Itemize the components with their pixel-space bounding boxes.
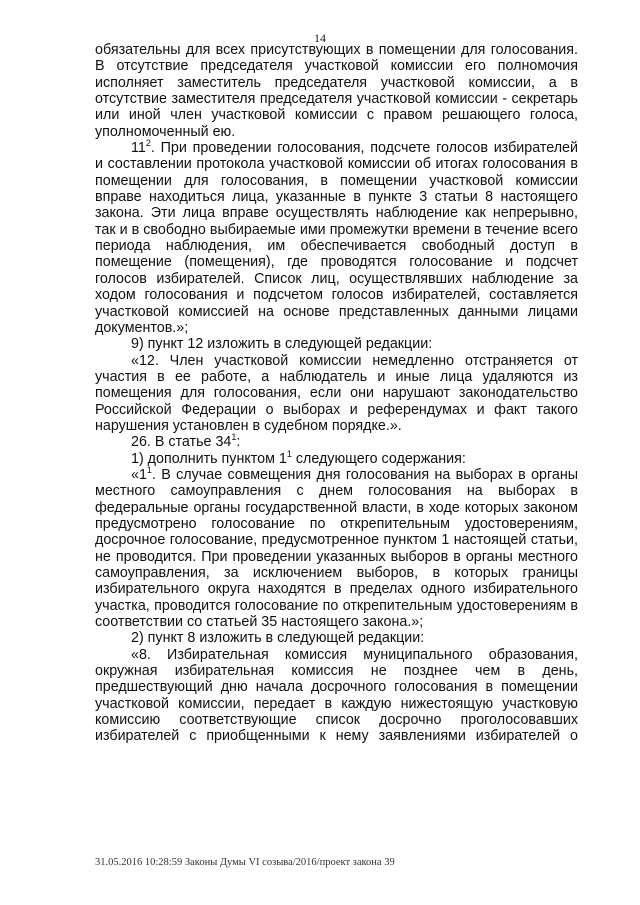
superscript: 1 bbox=[231, 432, 237, 443]
superscript: 2 bbox=[145, 138, 151, 149]
paragraph: «$1^1$. В случае совмещения дня голосования на выборах в органы местного самоуправления с днем голосования на выборах в федеральные органы государственной власти, в ходе которых законом предусмотрено голосование по открепительным удостоверениям, досрочное голосование, предусмотренное пунктом 1 настоящей статьи, не проводится. При проведении указанных выборов в органы местного самоуправления, за исключением выборов, в которых границы избирательного округа находятся в пределах одного избирательного участка, проводится голосование по открепительным удостоверениям в соответствии со статьей 35 настоящего закона.»; bbox=[95, 465, 578, 631]
paragraph: $11^2$. При проведении голосования, подсчете голосов избирателей и составлении протокола участковой комиссии об итогах голосования в помещении для голосования, в помещении участковой комиссии вправе находиться лица, указанные в пункте 3 статьи 8 настоящего закона. Эти лица вправе осуществлять наблюдение как непрерывно, так и в свободно выбираемые ими промежутки времени в течение всего периода наблюдения, им обеспечивается свободный доступ в помещение (помещения), где проводятся голосование и подсчет голосов избирателей. Список лиц, осуществлявших наблюдение за ходом голосования и подсчетом голосов избирателей, составляется участковой комиссией на основе представленных данными лицами документов.»; bbox=[95, 138, 578, 336]
paragraph: 1) дополнить пунктом $1^1$ следующего содержания: bbox=[131, 448, 466, 467]
document-body bbox=[95, 42, 578, 745]
page-footer: 31.05.2016 10:28:59 Законы Думы VI созыва/2016/проект закона 39 bbox=[95, 857, 395, 868]
superscript: 1 bbox=[146, 465, 152, 476]
paragraph: 2) пункт 8 изложить в следующей редакции: bbox=[131, 630, 425, 647]
paragraph: «8. Избирательная комиссия муниципального образования, окружная избирательная комиссия не позднее чем в день, предшествующий дню начала досрочного голосования в помещении участковой комиссии, передает в каждую нижестоящую участковую комиссию соответствующие список досрочно проголосовавших избирателей с приобщенными к нему заявлениями избирателей о bbox=[95, 646, 578, 745]
paragraph: обязательны для всех присутствующих в помещении для голосования. В отсутствие председателя участковой комиссии его полномочия исполняет заместитель председателя участковой комиссии, а в отсутствие заместителя председателя участковой комиссии - секретарь или иной член участковой комиссии с правом решающего голоса, уполномоченный ею. bbox=[95, 42, 578, 140]
paragraph: 9) пункт 12 изложить в следующей редакции: bbox=[131, 336, 433, 353]
paragraph: «12. Член участковой комиссии немедленно отстраняется от участия в ее работе, а наблюдатель и иные лица удаляются из помещения для голосования, если они нарушают законодательство Российской Федерации о выборах и референдумах и факт такого нарушения установлен в судебном порядке.». bbox=[95, 352, 578, 434]
page-number: 14 bbox=[314, 31, 326, 45]
superscript: 1 bbox=[286, 448, 292, 459]
paragraph: 26. В статье $34^1$: bbox=[131, 432, 241, 451]
